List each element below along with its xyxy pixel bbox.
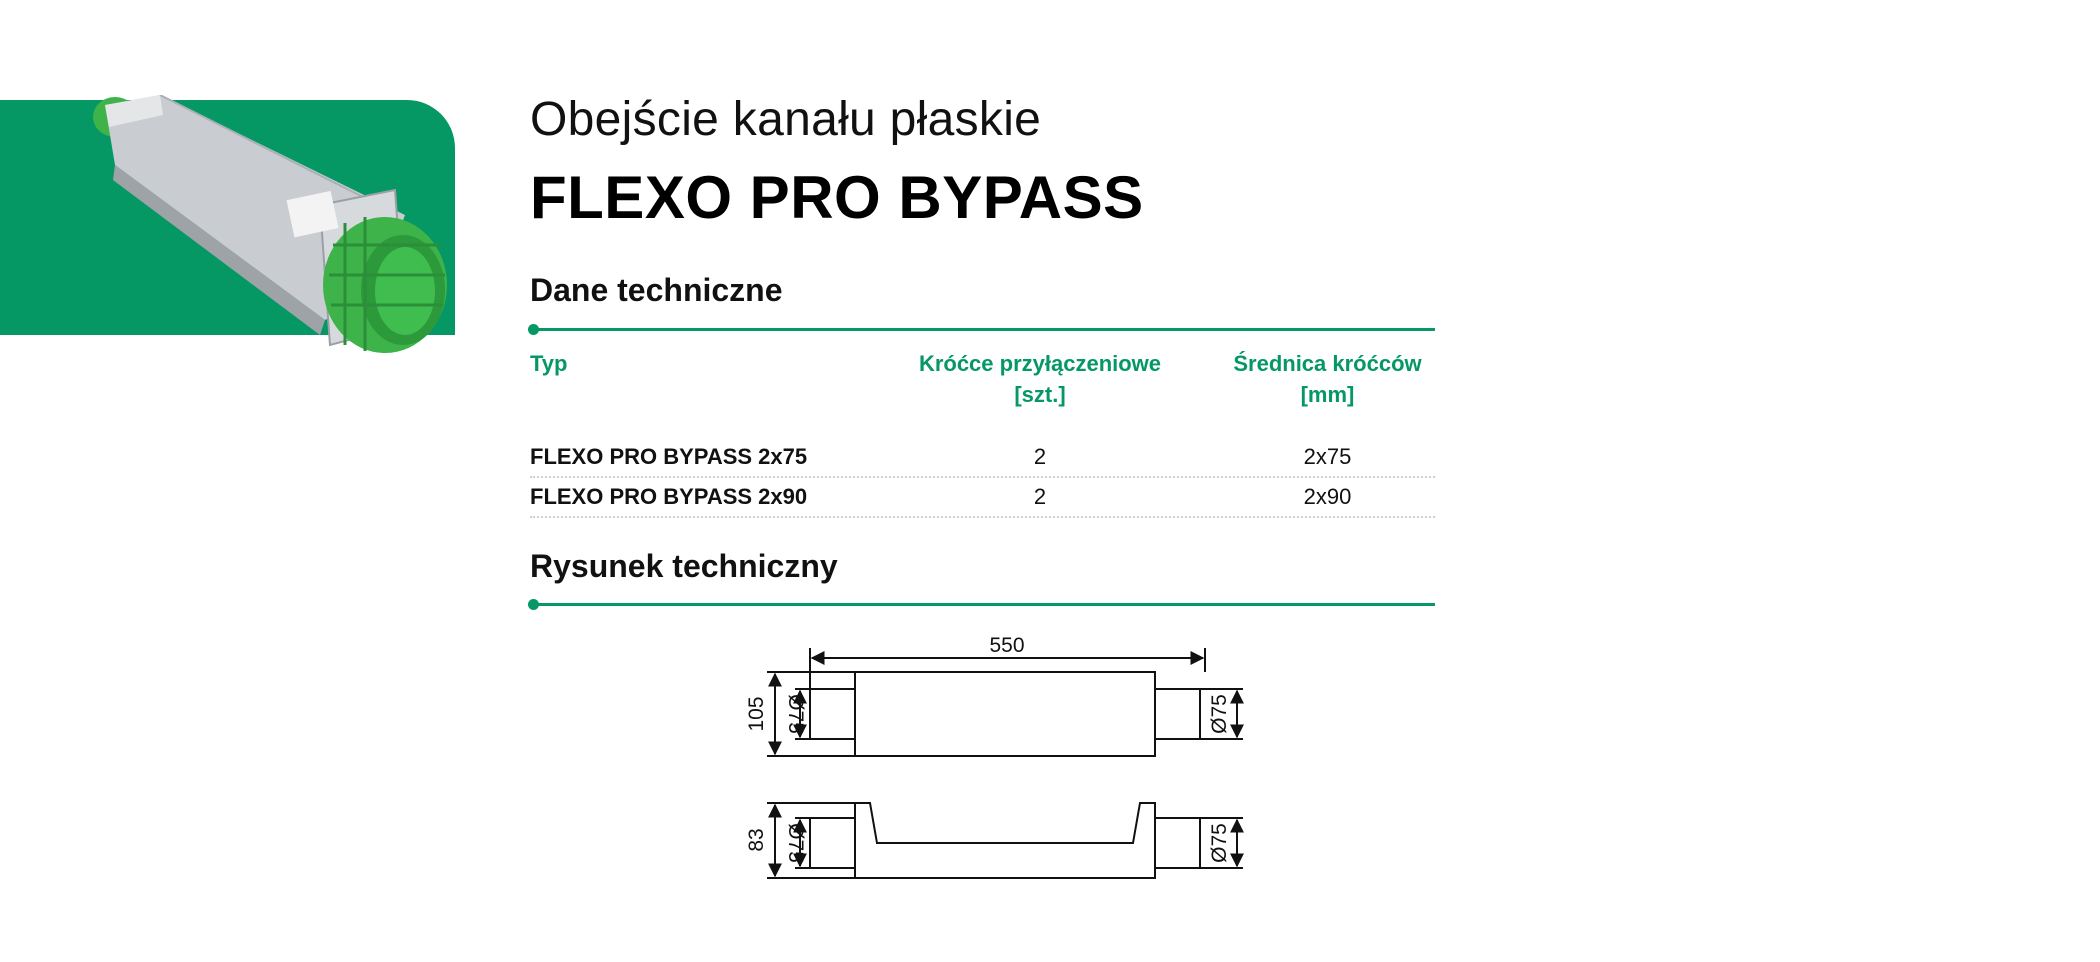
duct-side-body [855, 803, 1155, 878]
cell-typ: FLEXO PRO BYPASS 2x90 [530, 484, 808, 509]
header-krocce-line1: Króćce przyłączeniowe [918, 351, 1162, 376]
dim-top-right-diameter-label: Ø75 [1208, 694, 1231, 734]
header-srednica [1220, 348, 1435, 438]
dim-top-height-label: 105 [745, 696, 768, 732]
section-divider [530, 603, 1435, 606]
duct-top-right-stub [1155, 689, 1200, 739]
section-divider [530, 328, 1435, 331]
table-header [530, 348, 1435, 438]
dim-bottom-height-label: 83 [745, 828, 768, 852]
duct-side-right-stub [1155, 818, 1200, 868]
cell-krocce: 2 [1033, 484, 1047, 509]
cell-krocce: 2 [1033, 444, 1047, 469]
table-row [530, 438, 1435, 478]
section-heading-tech-data: Dane techniczne [530, 272, 783, 308]
header-srednica-line2: [mm] [1300, 382, 1355, 407]
cell-srednica: 2x90 [1303, 484, 1352, 509]
duct-top-left-stub [810, 689, 855, 739]
duct-side-left-stub [810, 818, 855, 868]
section-heading-tech-drawing: Rysunek techniczny [530, 548, 838, 584]
table-row [530, 478, 1435, 518]
header-srednica-line1: Średnica króćców [1233, 351, 1422, 376]
product-subtitle: Obejście kanału płaskie [530, 93, 1042, 146]
dim-bottom-left-diameter-label: Ø75 [784, 823, 807, 863]
dim-bottom-right-diameter-label: Ø75 [1208, 823, 1231, 863]
header-krocce-line2: [szt.] [1014, 382, 1066, 407]
product-title: FLEXO PRO BYPASS [530, 164, 1144, 231]
duct-top-body [855, 672, 1155, 756]
cell-typ: FLEXO PRO BYPASS 2x75 [530, 444, 808, 469]
dim-length-label: 550 [989, 634, 1025, 657]
header-typ: Typ [530, 351, 568, 376]
header-krocce [860, 348, 1220, 438]
tech-data-table [530, 348, 1435, 518]
technical-drawing [725, 628, 1255, 890]
product-photo [85, 95, 475, 355]
dim-top-left-diameter-label: Ø75 [784, 694, 807, 734]
cell-srednica: 2x75 [1303, 444, 1352, 469]
